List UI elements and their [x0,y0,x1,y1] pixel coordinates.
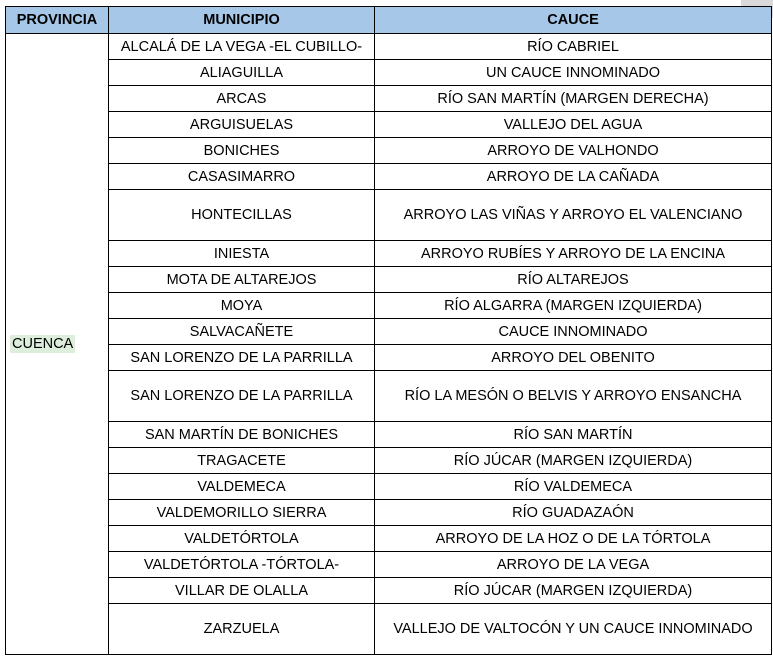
cauce-cell: UN CAUCE INNOMINADO [375,60,772,86]
table-row [6,526,772,552]
table-row [6,86,772,112]
municipio-cell: ZARZUELA [109,604,375,655]
municipio-cell: VALDEMECA [109,474,375,500]
header-municipio: MUNICIPIO [109,7,375,34]
cauce-cell: ARROYO DE LA VEGA [375,552,772,578]
municipio-cell: CASASIMARRO [109,164,375,190]
municipio-cell: BONICHES [109,138,375,164]
cauce-cell: ARROYO DE LA CAÑADA [375,164,772,190]
table-row [6,604,772,655]
table-row [6,474,772,500]
municipio-cell: VALDETÓRTOLA -TÓRTOLA- [109,552,375,578]
cauce-cell: RÍO SAN MARTÍN (MARGEN DERECHA) [375,86,772,112]
municipio-cell: VILLAR DE OLALLA [109,578,375,604]
cauce-cell: RÍO JÚCAR (MARGEN IZQUIERDA) [375,578,772,604]
table-row [6,112,772,138]
municipio-cell: VALDEMORILLO SIERRA [109,500,375,526]
cauce-cell: VALLEJO DE VALTOCÓN Y UN CAUCE INNOMINADO [375,604,772,655]
cauce-cell: ARROYO DEL OBENITO [375,345,772,371]
cauce-cell: RÍO VALDEMECA [375,474,772,500]
table-row [6,448,772,474]
cauce-cell: ARROYO DE LA HOZ O DE LA TÓRTOLA [375,526,772,552]
table-row [6,267,772,293]
municipio-cell: HONTECILLAS [109,190,375,241]
municipio-cell: ARCAS [109,86,375,112]
cauce-cell: ARROYO LAS VIÑAS Y ARROYO EL VALENCIANO [375,190,772,241]
municipio-cell: ALCALÁ DE LA VEGA -EL CUBILLO- [109,34,375,60]
table-row [6,319,772,345]
cauce-cell: ARROYO DE VALHONDO [375,138,772,164]
cauce-cell: VALLEJO DEL AGUA [375,112,772,138]
provincia-cell [6,34,109,655]
table-row [6,422,772,448]
table-row [6,164,772,190]
table-row [6,34,772,60]
table-row [6,371,772,422]
cauce-cell: CAUCE INNOMINADO [375,319,772,345]
table-row [6,500,772,526]
table-row [6,293,772,319]
cauce-cell: ARROYO RUBÍES Y ARROYO DE LA ENCINA [375,241,772,267]
table-row [6,241,772,267]
table-row [6,578,772,604]
municipio-cell: SAN LORENZO DE LA PARRILLA [109,371,375,422]
cauce-cell: RÍO GUADAZAÓN [375,500,772,526]
provincia-label: CUENCA [12,336,74,352]
municipio-cell: VALDETÓRTOLA [109,526,375,552]
municipio-cell: TRAGACETE [109,448,375,474]
table-body [6,34,772,655]
cauce-cell: RÍO ALTAREJOS [375,267,772,293]
header-row [6,7,772,34]
table-row [6,138,772,164]
cauce-cell: RÍO JÚCAR (MARGEN IZQUIERDA) [375,448,772,474]
cauce-cell: RÍO SAN MARTÍN [375,422,772,448]
header-cauce: CAUCE [375,7,772,34]
municipio-cell: SAN LORENZO DE LA PARRILLA [109,345,375,371]
municipio-cell: ARGUISUELAS [109,112,375,138]
municipios-table [5,6,772,655]
municipio-cell: ALIAGUILLA [109,60,375,86]
cauce-cell: RÍO ALGARRA (MARGEN IZQUIERDA) [375,293,772,319]
municipio-cell: MOTA DE ALTAREJOS [109,267,375,293]
municipio-cell: SAN MARTÍN DE BONICHES [109,422,375,448]
cauce-cell: RÍO LA MESÓN O BELVIS Y ARROYO ENSANCHA [375,371,772,422]
municipio-cell: SALVACAÑETE [109,319,375,345]
table-row [6,345,772,371]
table-row [6,552,772,578]
table-row [6,190,772,241]
table-row [6,60,772,86]
header-provincia: PROVINCIA [6,7,109,34]
municipio-cell: INIESTA [109,241,375,267]
cauce-cell: RÍO CABRIEL [375,34,772,60]
municipio-cell: MOYA [109,293,375,319]
